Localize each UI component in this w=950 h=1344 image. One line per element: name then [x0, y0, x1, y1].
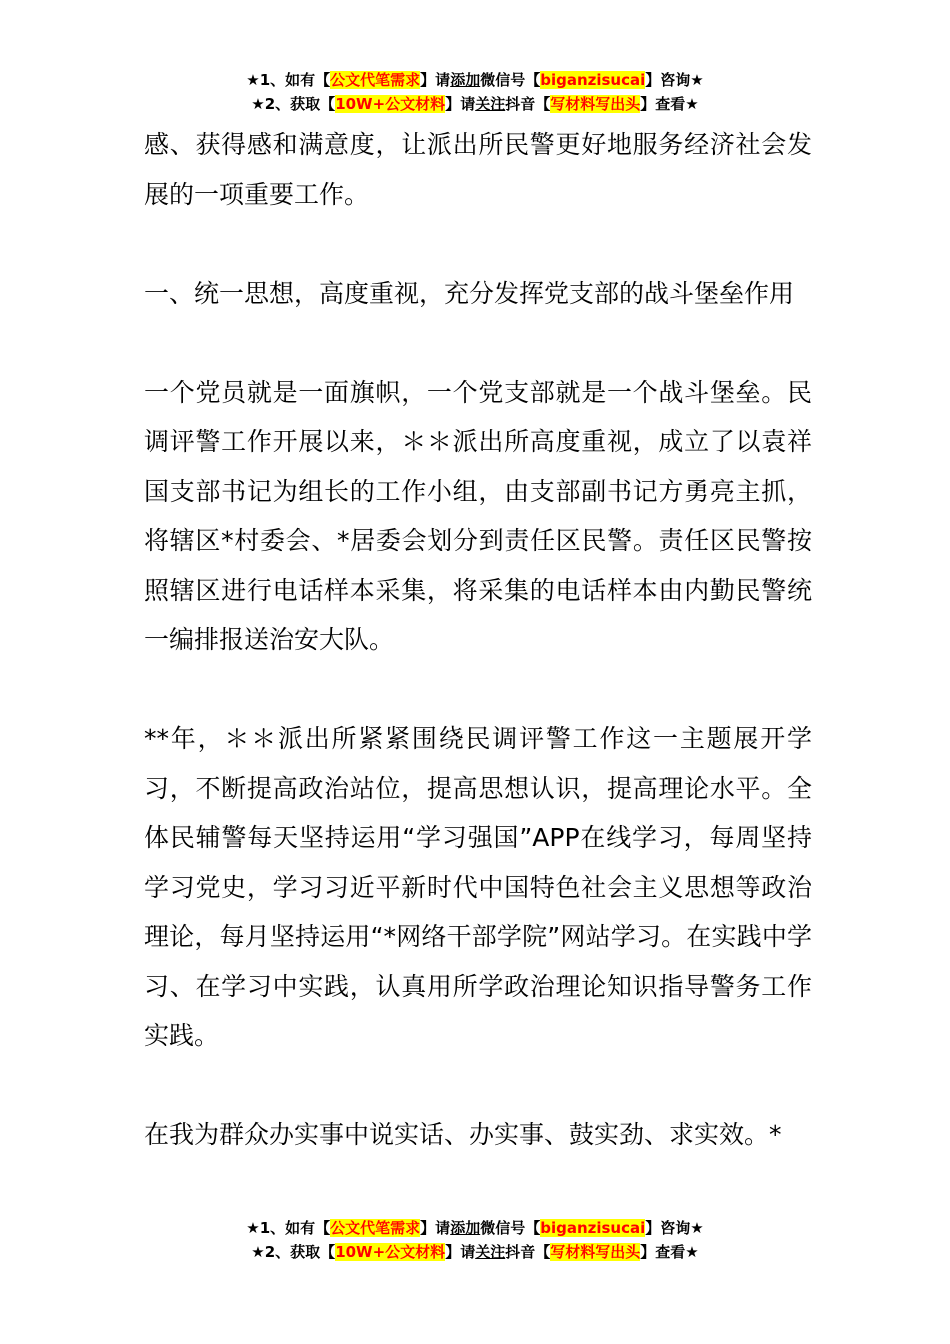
footer-banner: [0, 1216, 950, 1264]
section-heading: 一、统一思想，高度重视，充分发挥党支部的战斗堡垒作用: [144, 278, 795, 308]
paragraph: 感、获得感和满意度，让派出所民警更好地服务经济社会发展的一项重要工作。: [144, 130, 812, 209]
banner-wechat-id: biganzisucai: [540, 71, 646, 89]
banner-highlight: 10W+公文材料: [335, 1243, 446, 1261]
paragraph: 一个党员就是一面旗帜，一个党支部就是一个战斗堡垒。民调评警工作开展以来，＊＊派出所高度重视，成立了以袁祥国支部书记为组长的工作小组，由支部副书记方勇亮主抓，将辖区*村委会、*居委会划分到责任区民警。责任区民警按照辖区进行电话样本采集，将采集的电话样本由内勤民警统一编排报送治安大队。: [144, 377, 812, 654]
banner-wechat-id: biganzisucai: [540, 1219, 646, 1237]
paragraph: **年，＊＊派出所紧紧围绕民调评警工作这一主题展开学习，不断提高政治站位，提高思想认识，提高理论水平。全体民辅警每天坚持运用“学习强国”APP在线学习，每周坚持学习党史，学习习近平新时代中国特色社会主义思想等政治理论，每月坚持运用“*网络干部学院”网站学习。在实践中学习、在学习中实践，认真用所学政治理论知识指导警务工作实践。: [144, 724, 812, 1050]
banner-highlight: 公文代笔需求: [330, 1219, 421, 1237]
banner-highlight: 公文代笔需求: [330, 71, 421, 89]
paragraph: 在我为群众办实事中说实话、办实事、鼓实劲、求实效。*: [144, 1120, 782, 1149]
banner-line-1: ★1、如有【公文代笔需求】请添加微信号【biganzisucai】咨询★: [246, 71, 704, 89]
banner-highlight: 10W+公文材料: [335, 95, 446, 113]
banner-line-2: ★2、获取【10W+公文材料】请关注抖音【写材料写出头】查看★: [251, 95, 699, 113]
banner-line-1: ★1、如有【公文代笔需求】请添加微信号【biganzisucai】咨询★: [246, 1219, 704, 1237]
banner-douyin-id: 写材料写出头: [550, 95, 641, 113]
banner-line-2: ★2、获取【10W+公文材料】请关注抖音【写材料写出头】查看★: [251, 1243, 699, 1261]
document-body: [144, 120, 812, 1160]
header-banner: [0, 68, 950, 116]
banner-douyin-id: 写材料写出头: [550, 1243, 641, 1261]
